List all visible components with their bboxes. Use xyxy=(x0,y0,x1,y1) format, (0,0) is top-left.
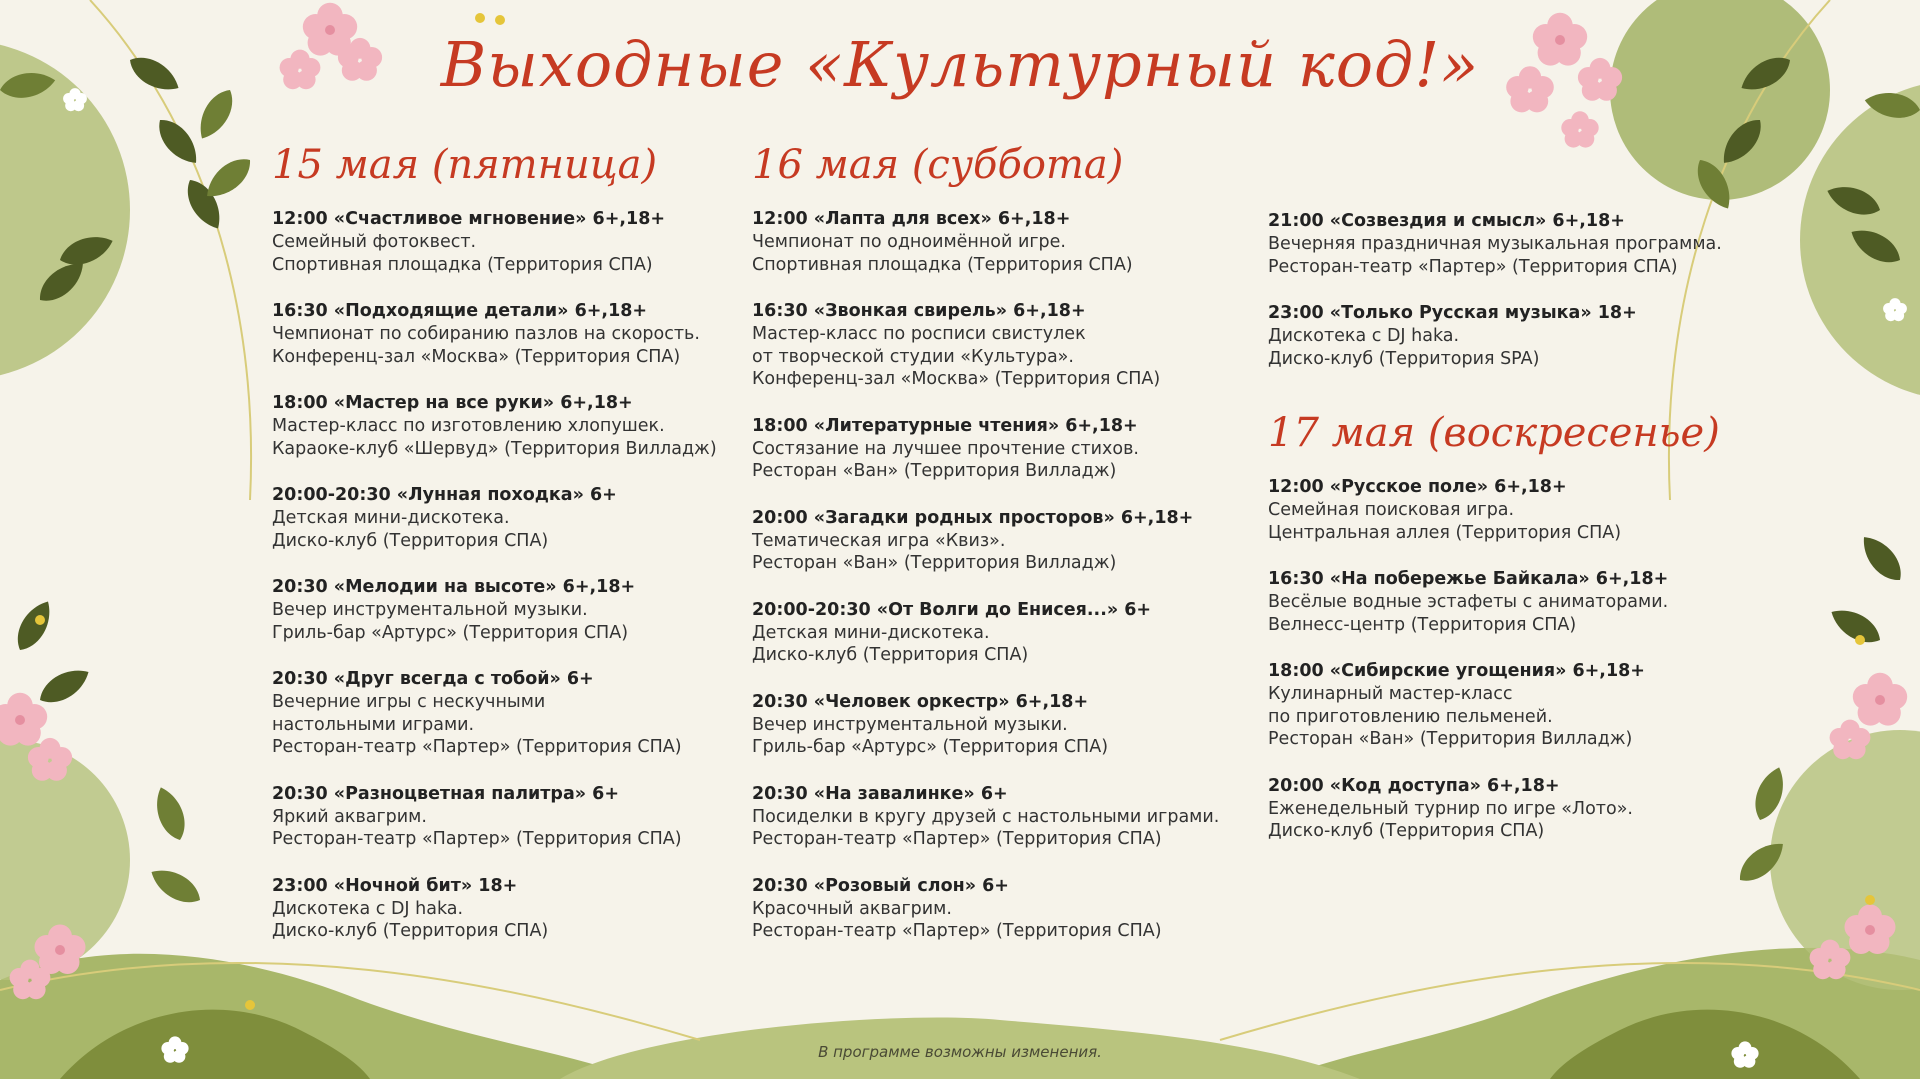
event-detail: Детская мини-дискотека. xyxy=(752,622,990,643)
event-title: 18:00 «Литературные чтения» 6+,18+ xyxy=(752,415,1138,436)
event-title: 12:00 «Русское поле» 6+,18+ xyxy=(1268,477,1567,497)
event-detail: Вечер инструментальной музыки. xyxy=(752,714,1068,735)
event-detail: Яркий аквагрим. xyxy=(272,806,427,827)
event-item xyxy=(272,392,717,460)
event-detail: Ресторан «Ван» (Территория Вилладж) xyxy=(1268,729,1633,749)
event-detail: Ресторан «Ван» (Территория Вилладж) xyxy=(752,553,1117,573)
event-detail: Диско-клуб (Территория СПА) xyxy=(1268,821,1545,841)
event-title: 16:30 «Подходящие детали» 6+,18+ xyxy=(272,301,648,321)
event-title: 12:00 «Счастливое мгновение» 6+,18+ xyxy=(272,209,666,229)
event-title: 20:00 «Код доступа» 6+,18+ xyxy=(1268,775,1560,796)
event-title: 20:00-20:30 «От Волги до Енисея...» 6+ xyxy=(752,599,1152,620)
event-detail: Детская мини-дискотека. xyxy=(272,508,510,528)
event-title: 20:00 «Загадки родных просторов» 6+,18+ xyxy=(752,507,1194,528)
event-item xyxy=(752,875,1219,943)
event-detail: Конференц-зал «Москва» (Территория СПА) xyxy=(272,346,681,367)
event-detail: Диско-клуб (Территория SPA) xyxy=(1268,348,1540,369)
event-detail: Караоке-клуб «Шервуд» (Территория Вилладж) xyxy=(272,438,717,459)
event-detail: Вечер инструментальной музыки. xyxy=(272,600,588,620)
event-detail: Велнесс-центр (Территория СПА) xyxy=(1268,614,1577,635)
schedule-column-3 xyxy=(1268,210,1722,867)
event-detail: Состязание на лучшее прочтение стихов. xyxy=(752,438,1139,459)
event-title: 12:00 «Лапта для всех» 6+,18+ xyxy=(752,209,1071,229)
event-item xyxy=(1268,660,1722,751)
schedule-column-1 xyxy=(272,142,717,967)
event-title: 20:00-20:30 «Лунная походка» 6+ xyxy=(272,485,617,505)
event-detail: Ресторан-театр «Партер» (Территория СПА) xyxy=(272,829,682,849)
event-detail: Чемпионат по собиранию пазлов на скорость. xyxy=(272,324,700,344)
event-detail: Диско-клуб (Территория СПА) xyxy=(272,530,549,551)
event-item xyxy=(752,208,1219,276)
day-heading: 16 мая (суббота) xyxy=(752,142,1124,188)
day-section xyxy=(752,142,1219,943)
event-detail: Тематическая игра «Квиз». xyxy=(752,530,1006,551)
event-detail: Центральная аллея (Территория СПА) xyxy=(1268,522,1622,543)
event-detail: Спортивная площадка (Территория СПА) xyxy=(272,254,653,275)
event-title: 21:00 «Созвездия и смысл» 6+,18+ xyxy=(1268,211,1625,231)
event-detail: настольными играми. xyxy=(272,714,475,735)
event-detail: Чемпионат по одноимённой игре. xyxy=(752,232,1066,252)
event-detail: Ресторан-театр «Партер» (Территория СПА) xyxy=(752,829,1162,849)
event-item xyxy=(1268,476,1722,544)
event-item xyxy=(752,783,1219,851)
event-detail: Мастер-класс по росписи свистулек xyxy=(752,324,1086,344)
event-detail: Еженедельный турнир по игре «Лото». xyxy=(1268,798,1633,819)
event-detail: Гриль-бар «Артурс» (Территория СПА) xyxy=(752,737,1109,757)
event-title: 16:30 «На побережье Байкала» 6+,18+ xyxy=(1268,569,1669,589)
event-detail: Дискотека с DJ haka. xyxy=(272,898,464,919)
event-detail: Гриль-бар «Артурс» (Территория СПА) xyxy=(272,622,629,643)
event-detail: по приготовлению пельменей. xyxy=(1268,706,1553,727)
event-detail: Спортивная площадка (Территория СПА) xyxy=(752,254,1133,275)
event-title: 23:00 «Только Русская музыка» 18+ xyxy=(1268,303,1637,323)
event-detail: Ресторан-театр «Партер» (Территория СПА) xyxy=(752,921,1162,941)
day-heading: 17 мая (воскресенье) xyxy=(1268,410,1720,456)
event-item xyxy=(752,599,1219,667)
event-detail: Весёлые водные эстафеты с аниматорами. xyxy=(1268,592,1669,612)
event-detail: Ресторан-театр «Партер» (Территория СПА) xyxy=(272,737,682,757)
event-title: 20:30 «Мелодии на высоте» 6+,18+ xyxy=(272,577,636,597)
event-title: 20:30 «Разноцветная палитра» 6+ xyxy=(272,783,620,804)
event-item xyxy=(752,415,1219,483)
event-detail: от творческой студии «Культура». xyxy=(752,346,1074,367)
event-title: 20:30 «На завалинке» 6+ xyxy=(752,783,1008,804)
event-item xyxy=(272,208,717,276)
event-detail: Посиделки в кругу друзей с настольными играми. xyxy=(752,806,1220,827)
event-detail: Вечерняя праздничная музыкальная программа. xyxy=(1268,234,1722,254)
footer-note: В программе возможны изменения. xyxy=(818,1043,1102,1061)
event-item xyxy=(752,691,1219,759)
event-detail: Дискотека с DJ haka. xyxy=(1268,326,1460,346)
event-title: 18:00 «Сибирские угощения» 6+,18+ xyxy=(1268,661,1645,681)
day-section xyxy=(1268,210,1722,370)
event-detail: Конференц-зал «Москва» (Территория СПА) xyxy=(752,369,1161,389)
event-title: 23:00 «Ночной бит» 18+ xyxy=(272,875,518,896)
event-item xyxy=(1268,210,1722,278)
event-title: 20:30 «Друг всегда с тобой» 6+ xyxy=(272,669,594,689)
event-item xyxy=(1268,775,1722,843)
event-detail: Кулинарный мастер-класс xyxy=(1268,684,1513,704)
event-detail: Ресторан-театр «Партер» (Территория СПА) xyxy=(1268,256,1678,277)
day-section xyxy=(1268,410,1722,843)
event-title: 18:00 «Мастер на все руки» 6+,18+ xyxy=(272,393,633,413)
event-item xyxy=(1268,568,1722,636)
schedule-column-2 xyxy=(752,142,1219,967)
event-item xyxy=(1268,302,1722,370)
day-heading: 15 мая (пятница) xyxy=(272,142,658,188)
event-detail: Мастер-класс по изготовлению хлопушек. xyxy=(272,416,665,436)
event-item xyxy=(272,576,717,644)
page-title: Выходные «Культурный код!» xyxy=(440,28,1480,101)
event-detail: Вечерние игры с нескучными xyxy=(272,692,546,712)
event-detail: Семейный фотоквест. xyxy=(272,232,477,252)
event-detail: Диско-клуб (Территория СПА) xyxy=(752,645,1029,665)
event-detail: Диско-клуб (Территория СПА) xyxy=(272,921,549,941)
event-item xyxy=(272,783,717,851)
event-detail: Ресторан «Ван» (Территория Вилладж) xyxy=(752,461,1117,481)
event-item xyxy=(272,875,717,943)
event-detail: Семейная поисковая игра. xyxy=(1268,500,1515,520)
event-detail: Красочный аквагрим. xyxy=(752,898,952,919)
event-item xyxy=(752,300,1219,391)
event-title: 20:30 «Розовый слон» 6+ xyxy=(752,875,1009,896)
event-item xyxy=(272,484,717,552)
event-item xyxy=(752,507,1219,575)
event-title: 20:30 «Человек оркестр» 6+,18+ xyxy=(752,691,1089,712)
event-title: 16:30 «Звонкая свирель» 6+,18+ xyxy=(752,301,1086,321)
event-item xyxy=(272,300,717,368)
day-section xyxy=(272,142,717,943)
event-item xyxy=(272,668,717,759)
